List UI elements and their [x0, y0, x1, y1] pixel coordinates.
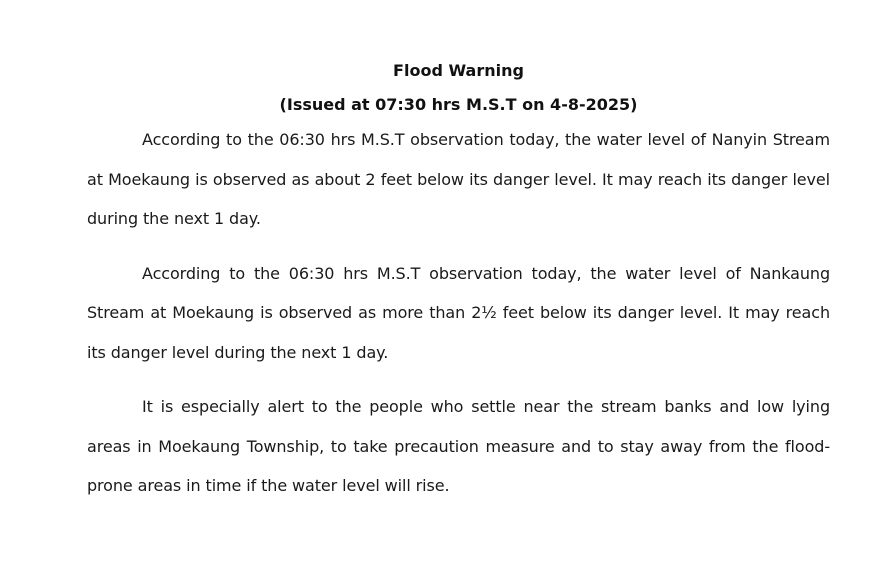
document-title: Flood Warning — [393, 61, 524, 80]
paragraph-nanyin-stream: According to the 06:30 hrs M.S.T observation today, the water level of Nanyin Stream at Moekaung is observed as about 2 feet below its danger level. It may reach its danger level during the next 1 day. — [87, 130, 830, 228]
paragraph-precaution: It is especially alert to the people who settle near the stream banks and low lying areas in Moekaung Township, to take precaution measure and to stay away from the flood-prone areas in time if the water level will rise. — [87, 397, 830, 495]
issued-time: (Issued at 07:30 hrs M.S.T on 4-8-2025) — [279, 95, 638, 114]
paragraph-nankaung-stream: According to the 06:30 hrs M.S.T observation today, the water level of Nankaung Stream at Moekaung is observed as more than 2½ feet below its danger level. It may reach its danger level during the next 1 day. — [87, 263, 830, 362]
document-body — [87, 58, 830, 506]
